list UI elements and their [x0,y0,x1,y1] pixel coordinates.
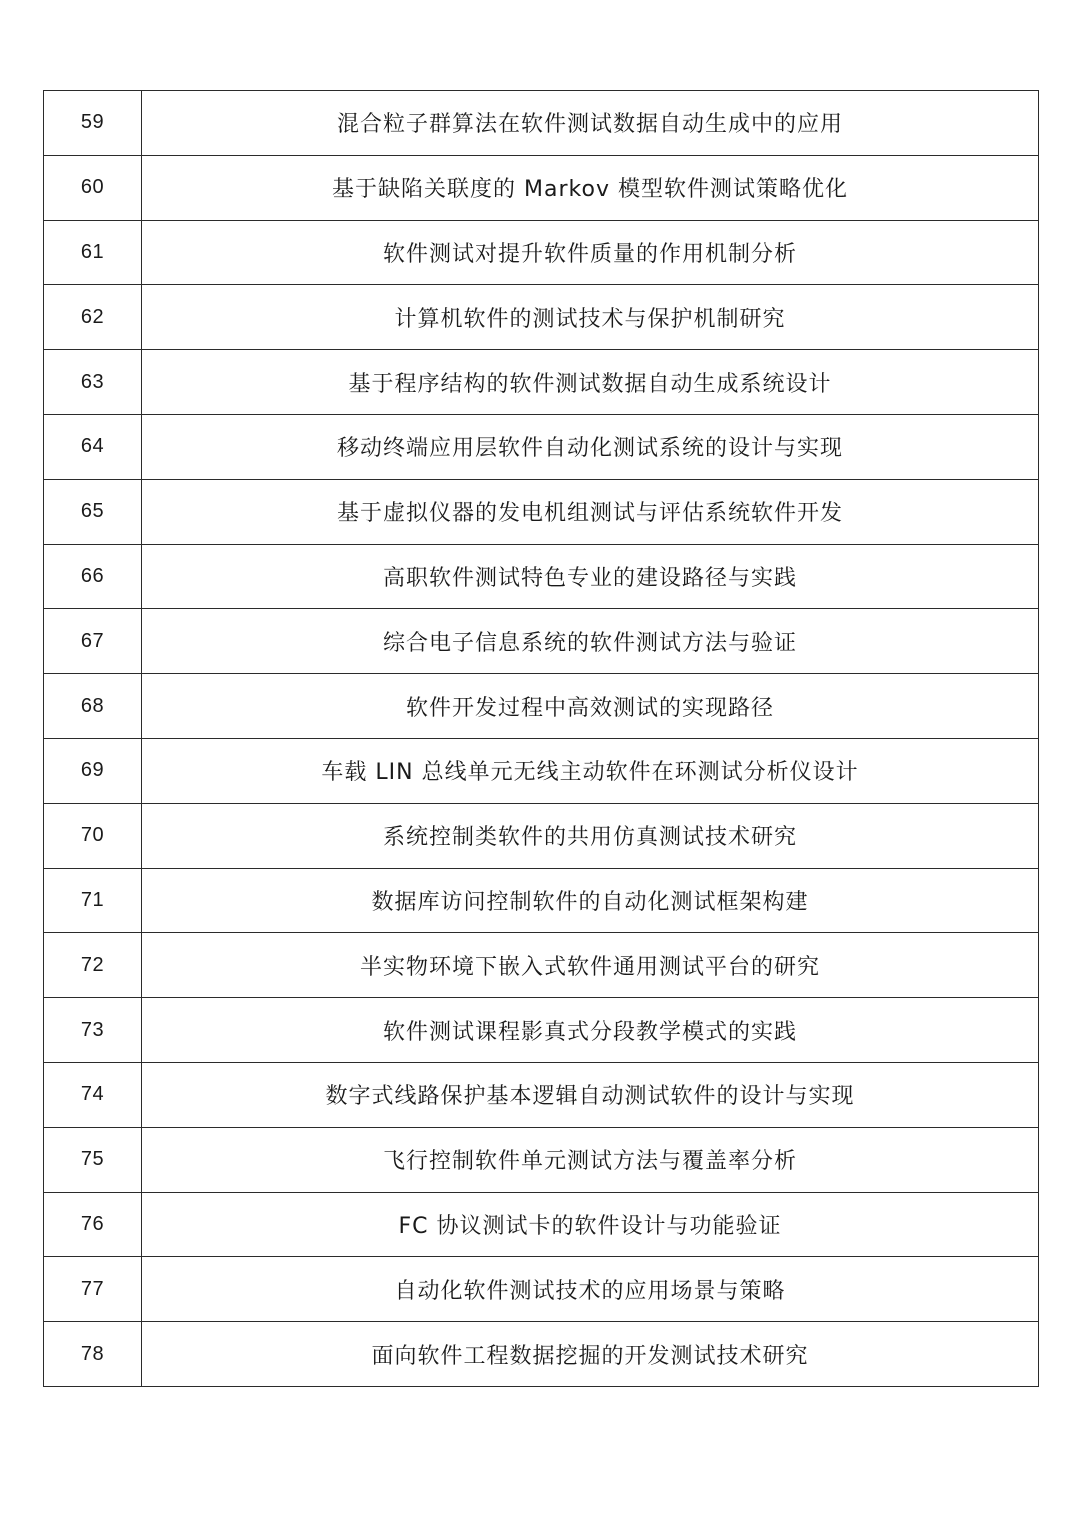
row-title: FC 协议测试卡的软件设计与功能验证 [142,1192,1039,1257]
table-row [44,91,1039,156]
table-row [44,155,1039,220]
row-title: 系统控制类软件的共用仿真测试技术研究 [142,803,1039,868]
table-row [44,803,1039,868]
row-number: 72 [44,933,142,998]
row-title: 高职软件测试特色专业的建设路径与实践 [142,544,1039,609]
table-row [44,1062,1039,1127]
row-title: 基于虚拟仪器的发电机组测试与评估系统软件开发 [142,479,1039,544]
table-row [44,609,1039,674]
table-row [44,933,1039,998]
table-row [44,479,1039,544]
row-title: 车载 LIN 总线单元无线主动软件在环测试分析仪设计 [142,738,1039,803]
row-number: 73 [44,998,142,1063]
row-number: 60 [44,155,142,220]
row-number: 71 [44,868,142,933]
row-number: 65 [44,479,142,544]
row-number: 67 [44,609,142,674]
row-title: 面向软件工程数据挖掘的开发测试技术研究 [142,1322,1039,1387]
row-number: 74 [44,1062,142,1127]
row-number: 77 [44,1257,142,1322]
row-number: 75 [44,1127,142,1192]
topics-table [43,90,1039,1387]
row-title: 计算机软件的测试技术与保护机制研究 [142,285,1039,350]
row-number: 59 [44,91,142,156]
row-title: 数据库访问控制软件的自动化测试框架构建 [142,868,1039,933]
row-title: 自动化软件测试技术的应用场景与策略 [142,1257,1039,1322]
table-row [44,1257,1039,1322]
row-title: 半实物环境下嵌入式软件通用测试平台的研究 [142,933,1039,998]
row-title: 移动终端应用层软件自动化测试系统的设计与实现 [142,414,1039,479]
row-number: 69 [44,738,142,803]
row-number: 64 [44,414,142,479]
table-row [44,1127,1039,1192]
row-number: 63 [44,350,142,415]
row-title: 软件开发过程中高效测试的实现路径 [142,674,1039,739]
row-number: 61 [44,220,142,285]
table-row [44,544,1039,609]
row-title: 混合粒子群算法在软件测试数据自动生成中的应用 [142,91,1039,156]
table-row [44,1322,1039,1387]
row-number: 76 [44,1192,142,1257]
table-row [44,350,1039,415]
topics-table-body [44,91,1039,1387]
table-row [44,998,1039,1063]
row-number: 68 [44,674,142,739]
row-title: 软件测试课程影真式分段教学模式的实践 [142,998,1039,1063]
row-title: 飞行控制软件单元测试方法与覆盖率分析 [142,1127,1039,1192]
table-row [44,868,1039,933]
row-number: 66 [44,544,142,609]
row-title: 综合电子信息系统的软件测试方法与验证 [142,609,1039,674]
table-row [44,414,1039,479]
row-title: 数字式线路保护基本逻辑自动测试软件的设计与实现 [142,1062,1039,1127]
row-title: 基于缺陷关联度的 Markov 模型软件测试策略优化 [142,155,1039,220]
row-number: 62 [44,285,142,350]
row-number: 70 [44,803,142,868]
table-row [44,285,1039,350]
row-title: 基于程序结构的软件测试数据自动生成系统设计 [142,350,1039,415]
table-row [44,220,1039,285]
row-title: 软件测试对提升软件质量的作用机制分析 [142,220,1039,285]
table-row [44,674,1039,739]
table-row [44,1192,1039,1257]
table-row [44,738,1039,803]
row-number: 78 [44,1322,142,1387]
